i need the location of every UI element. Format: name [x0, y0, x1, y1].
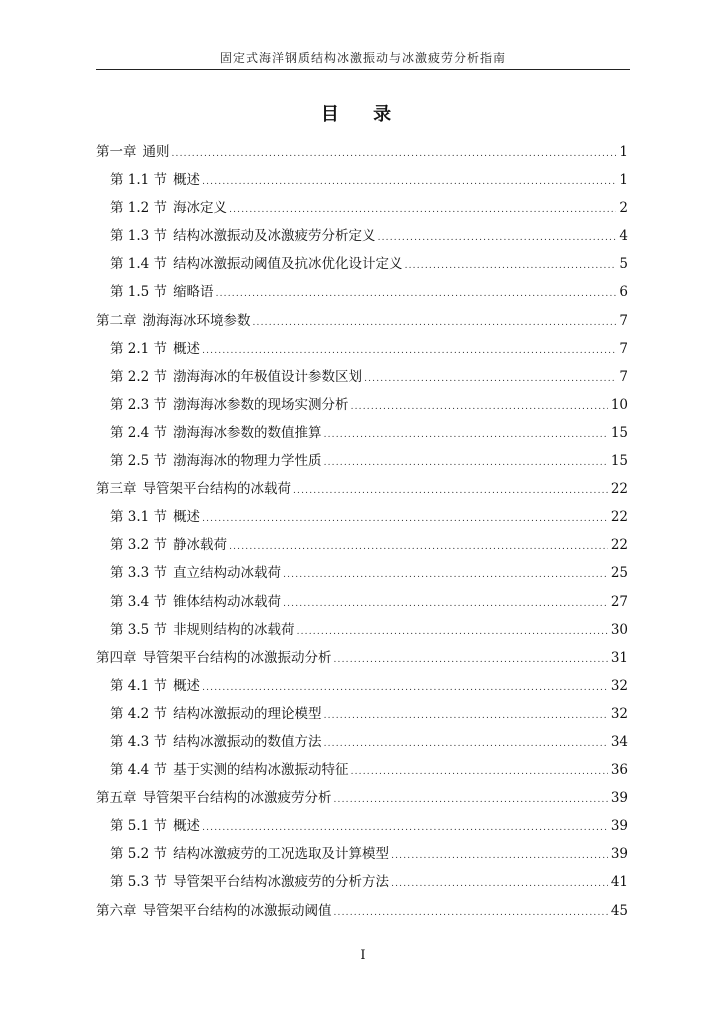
toc-entry-number: 第六章	[96, 902, 137, 919]
dot-leader	[229, 196, 616, 224]
toc-entry-title: 基于实测的结构冰激振动特征	[173, 762, 349, 779]
toc-entry-page: 36	[610, 762, 628, 779]
toc-section-entry[interactable]	[96, 868, 628, 896]
toc-entry-number: 第 4.3 节	[110, 733, 168, 750]
toc-entry-page: 15	[610, 453, 628, 470]
toc-entry-page: 31	[610, 649, 628, 666]
toc-entry-page: 27	[610, 593, 628, 610]
toc-entry-title: 渤海海冰参数的现场实测分析	[173, 396, 349, 413]
toc-entry-page: 7	[619, 368, 628, 385]
toc-entry-page: 15	[610, 424, 628, 441]
toc-section-entry[interactable]	[96, 672, 628, 700]
toc-entry-title: 结构冰激振动的数值方法	[173, 733, 322, 750]
toc-entry-title: 概述	[173, 677, 201, 694]
toc-section-entry[interactable]	[96, 728, 628, 756]
toc-entry-number: 第五章	[96, 790, 137, 807]
toc-entry-page: 1	[619, 144, 628, 160]
toc-entry-title: 概述	[173, 340, 201, 357]
toc-entry-page: 32	[610, 705, 628, 722]
toc-entry-title: 缩略语	[173, 284, 214, 301]
dot-leader	[391, 842, 608, 870]
toc-entry-number: 第 2.2 节	[110, 368, 168, 385]
dot-leader	[297, 618, 608, 646]
dot-leader	[405, 252, 617, 280]
toc-entry-title: 结构冰激疲劳的工况选取及计算模型	[173, 846, 390, 863]
toc-entry-number: 第 3.3 节	[110, 565, 168, 582]
toc-section-entry[interactable]	[96, 222, 628, 250]
toc-entry-number: 第三章	[96, 481, 137, 498]
toc-section-entry[interactable]	[96, 531, 628, 559]
toc-entry-number: 第 2.3 节	[110, 396, 168, 413]
toc-entry-number: 第 3.4 节	[110, 593, 168, 610]
toc-chapter-entry[interactable]	[96, 784, 628, 812]
toc-entry-number: 第 1.2 节	[110, 200, 168, 217]
toc-entry-page: 7	[619, 340, 628, 357]
toc-section-entry[interactable]	[96, 278, 628, 306]
running-header: 固定式海洋钢质结构冰激振动与冰激疲劳分析指南	[219, 51, 506, 65]
dot-leader	[293, 477, 608, 505]
toc-section-entry[interactable]	[96, 166, 628, 194]
toc-entry-title: 导管架平台结构的冰激振动分析	[142, 649, 332, 666]
toc-entry-title: 海冰定义	[173, 200, 228, 217]
toc-entry-number: 第四章	[96, 649, 137, 666]
dot-leader	[334, 646, 608, 674]
toc-chapter-entry[interactable]	[96, 307, 628, 335]
toc-section-entry[interactable]	[96, 250, 628, 278]
toc-entry-title: 静冰载荷	[173, 537, 228, 554]
toc-entry-title: 导管架平台结构的冰激振动阈值	[142, 902, 332, 919]
toc-entry-page: 7	[619, 312, 628, 329]
toc-entry-title: 直立结构动冰载荷	[173, 565, 282, 582]
toc-section-entry[interactable]	[96, 391, 628, 419]
toc-entry-title: 渤海海冰的物理力学性质	[173, 453, 322, 470]
toc-entry-title: 概述	[173, 818, 201, 835]
toc-entry-number: 第 3.1 节	[110, 509, 168, 526]
toc-entry-number: 第 5.1 节	[110, 818, 168, 835]
dot-leader	[324, 702, 608, 730]
dot-leader	[378, 224, 617, 252]
toc-entry-page: 32	[610, 677, 628, 694]
toc-entry-page: 1	[619, 172, 628, 189]
dot-leader	[202, 168, 616, 196]
table-of-contents	[96, 138, 628, 925]
toc-entry-number: 第 4.4 节	[110, 762, 168, 779]
toc-section-entry[interactable]	[96, 559, 628, 587]
dot-leader	[202, 337, 616, 365]
dot-leader	[334, 899, 608, 927]
dot-leader	[364, 365, 616, 393]
dot-leader	[202, 814, 608, 842]
dot-leader	[172, 140, 617, 168]
toc-entry-page: 39	[610, 790, 628, 807]
toc-entry-page: 10	[610, 396, 628, 413]
toc-section-entry[interactable]	[96, 812, 628, 840]
toc-entry-page: 39	[610, 818, 628, 835]
toc-entry-title: 渤海海冰环境参数	[142, 312, 251, 329]
toc-entry-title: 通则	[142, 144, 170, 160]
toc-entry-page: 22	[610, 481, 628, 498]
toc-entry-number: 第 5.3 节	[110, 874, 168, 891]
toc-entry-page: 22	[610, 537, 628, 554]
dot-leader	[334, 786, 608, 814]
toc-entry-title: 导管架平台结构冰激疲劳的分析方法	[173, 874, 390, 891]
toc-title: 目 录	[320, 104, 406, 125]
toc-section-entry[interactable]	[96, 335, 628, 363]
toc-entry-title: 非规则结构的冰载荷	[173, 621, 295, 638]
toc-section-entry[interactable]	[96, 503, 628, 531]
toc-entry-title: 概述	[173, 509, 201, 526]
toc-entry-number: 第 1.4 节	[110, 256, 168, 273]
dot-leader	[324, 730, 608, 758]
toc-entry-page: 30	[610, 621, 628, 638]
toc-entry-number: 第 5.2 节	[110, 846, 168, 863]
toc-entry-title: 渤海海冰的年极值设计参数区划	[173, 368, 363, 385]
toc-entry-title: 渤海海冰参数的数值推算	[173, 424, 322, 441]
toc-entry-page: 5	[619, 256, 628, 273]
toc-entry-title: 结构冰激振动的理论模型	[173, 705, 322, 722]
toc-entry-number: 第一章	[96, 144, 137, 160]
dot-leader	[216, 280, 617, 308]
toc-entry-page: 6	[619, 284, 628, 301]
toc-section-entry[interactable]	[96, 194, 628, 222]
toc-entry-page: 45	[610, 902, 628, 919]
dot-leader	[202, 674, 608, 702]
toc-entry-number: 第 1.3 节	[110, 228, 168, 245]
dot-leader	[324, 421, 608, 449]
toc-entry-title: 结构冰激振动阈值及抗冰优化设计定义	[173, 256, 403, 273]
toc-section-entry[interactable]	[96, 756, 628, 784]
dot-leader	[253, 309, 617, 337]
dot-leader	[351, 393, 608, 421]
toc-entry-page: 22	[610, 509, 628, 526]
toc-section-entry[interactable]	[96, 700, 628, 728]
toc-section-entry[interactable]	[96, 447, 628, 475]
toc-entry-page: 41	[610, 874, 628, 891]
header-rule	[96, 69, 630, 70]
toc-entry-page: 39	[610, 846, 628, 863]
toc-section-entry[interactable]	[96, 840, 628, 868]
toc-entry-title: 导管架平台结构的冰载荷	[142, 481, 291, 498]
toc-entry-page: 2	[619, 200, 628, 217]
toc-entry-title: 概述	[173, 172, 201, 189]
toc-chapter-entry[interactable]	[96, 138, 628, 166]
toc-entry-number: 第 4.2 节	[110, 705, 168, 722]
dot-leader	[351, 758, 608, 786]
dot-leader	[324, 449, 608, 477]
toc-entry-number: 第 1.5 节	[110, 284, 168, 301]
toc-entry-number: 第 2.1 节	[110, 340, 168, 357]
toc-entry-title: 锥体结构动冰载荷	[173, 593, 282, 610]
toc-entry-page: 34	[610, 733, 628, 750]
toc-entry-number: 第二章	[96, 312, 137, 329]
toc-entry-number: 第 2.4 节	[110, 424, 168, 441]
toc-section-entry[interactable]	[96, 616, 628, 644]
page-number: I	[360, 948, 366, 963]
toc-entry-number: 第 1.1 节	[110, 172, 168, 189]
toc-entry-title: 导管架平台结构的冰激疲劳分析	[142, 790, 332, 807]
toc-chapter-entry[interactable]	[96, 897, 628, 925]
toc-section-entry[interactable]	[96, 363, 628, 391]
toc-chapter-entry[interactable]	[96, 644, 628, 672]
toc-chapter-entry[interactable]	[96, 475, 628, 503]
toc-entry-page: 4	[619, 228, 628, 245]
toc-entry-number: 第 3.2 节	[110, 537, 168, 554]
toc-section-entry[interactable]	[96, 588, 628, 616]
toc-entry-title: 结构冰激振动及冰激疲劳分析定义	[173, 228, 376, 245]
toc-entry-number: 第 2.5 节	[110, 453, 168, 470]
toc-section-entry[interactable]	[96, 419, 628, 447]
toc-entry-number: 第 3.5 节	[110, 621, 168, 638]
toc-entry-page: 25	[610, 565, 628, 582]
dot-leader	[229, 533, 608, 561]
dot-leader	[202, 505, 608, 533]
dot-leader	[283, 590, 608, 618]
toc-entry-number: 第 4.1 节	[110, 677, 168, 694]
dot-leader	[283, 561, 608, 589]
dot-leader	[391, 870, 608, 898]
